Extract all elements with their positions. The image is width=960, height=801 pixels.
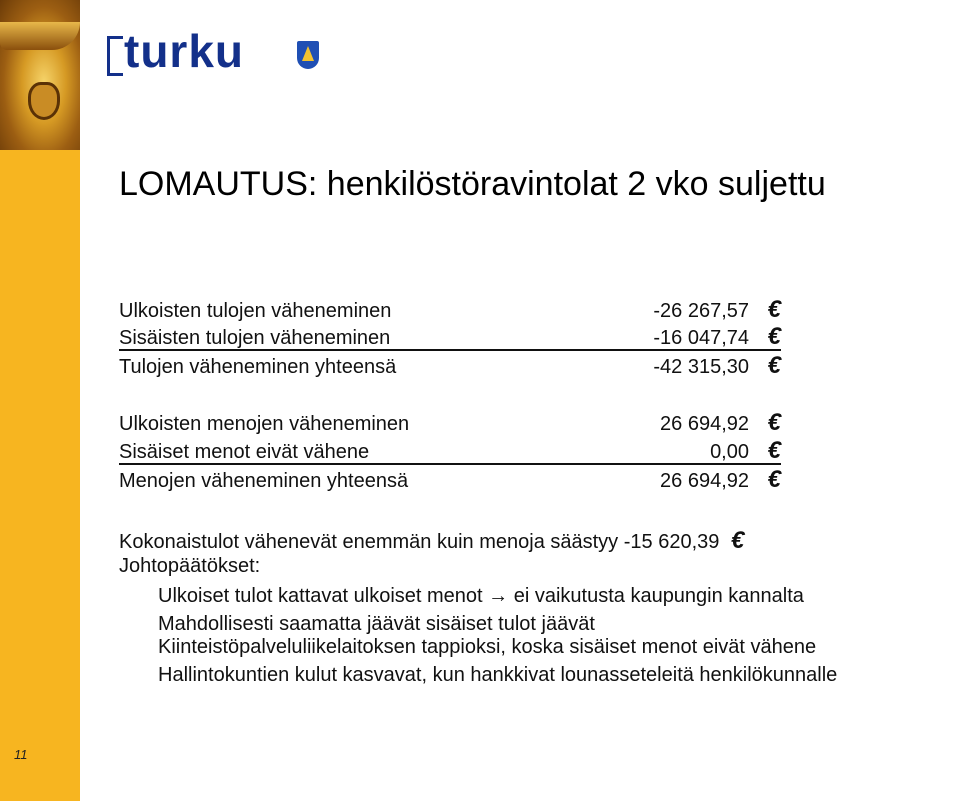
row-value: 26 694,92 (660, 413, 749, 435)
row-label: Sisäisten tulojen väheneminen (119, 327, 391, 349)
euro-icon: € (767, 352, 781, 379)
row-value: 0,00 (710, 441, 749, 463)
conclusion-item: Kiinteistöpalveluliikelaitoksen tappioksi, koska sisäiset menot eivät vähene (158, 636, 817, 658)
row-value: -26 267,57 (653, 300, 749, 322)
sidebar-strip (0, 0, 80, 801)
row-value: 26 694,92 (660, 470, 749, 492)
pot-rim (0, 22, 80, 50)
summary-text: Kokonaistulot vähenevät enemmän kuin menoja säästyy (119, 531, 619, 553)
coat-of-arms-icon (297, 41, 319, 69)
euro-icon: € (767, 466, 781, 493)
conclusions-heading: Johtopäätökset: (119, 555, 261, 577)
euro-icon: € (767, 437, 781, 464)
row-label: Sisäiset menot eivät vähene (119, 441, 370, 463)
expense-row-total (119, 468, 781, 494)
income-row-total (119, 354, 781, 380)
row-label: Menojen väheneminen yhteensä (119, 470, 409, 492)
euro-icon: € (767, 409, 781, 436)
expense-row-external (119, 411, 781, 437)
conclusion-item: Ulkoiset tulot kattavat ulkoiset menot → ei vaikutusta kaupungin kannalta (158, 585, 804, 607)
logo-text: turku (124, 25, 244, 77)
conclusion-item: Mahdollisesti saamatta jäävät sisäiset tulot jäävät (158, 613, 595, 635)
euro-icon: € (730, 527, 745, 554)
expense-row-internal (119, 439, 781, 465)
income-row-internal (119, 325, 781, 351)
row-value: -42 315,30 (653, 356, 749, 378)
euro-icon: € (767, 296, 781, 323)
page-number: 11 (14, 747, 28, 762)
summary-line (119, 527, 744, 555)
row-label: Ulkoisten menojen väheneminen (119, 413, 410, 435)
logo-bracket-icon (107, 36, 123, 76)
summary-value: -15 620,39 (623, 531, 720, 553)
conclusion-item: Hallintokuntien kulut kasvavat, kun hankkivat lounasseteleitä henkilökunnalle (158, 664, 838, 686)
page-title: LOMAUTUS: henkilöstöravintolat 2 vko suljettu (119, 165, 826, 203)
row-label: Ulkoisten tulojen väheneminen (119, 300, 392, 322)
euro-icon: € (767, 323, 781, 350)
row-label: Tulojen väheneminen yhteensä (119, 356, 397, 378)
turku-logo (107, 25, 319, 78)
pot-emblem-icon (28, 82, 60, 120)
copper-pot-image (0, 0, 80, 150)
row-value: -16 047,74 (653, 327, 749, 349)
income-row-external (119, 298, 781, 324)
